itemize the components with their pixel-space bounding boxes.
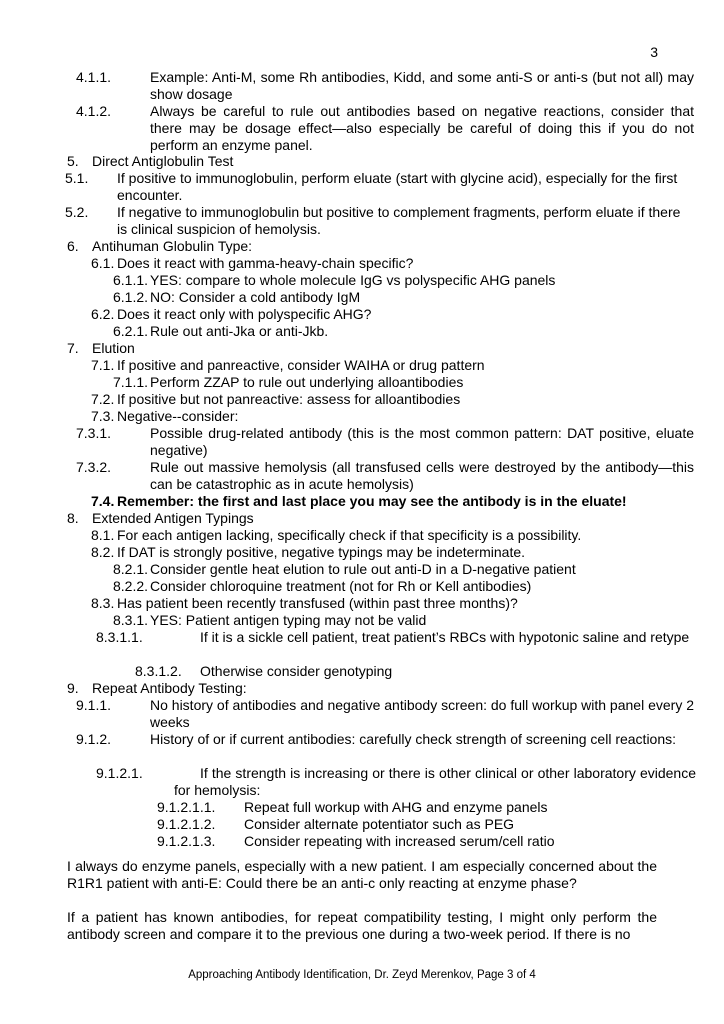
outline-number: 9. (67, 680, 79, 696)
outline-number: 6.1.1. (113, 272, 149, 288)
outline-text: If it is a sickle cell patient, treat patient’s RBCs with hypotonic saline and retype (200, 629, 690, 645)
outline-item (91, 544, 525, 561)
outline-text: Rule out massive hemolysis (all transfused cells were destroyed by the antibody—this can be catastrophic as in acute hemolysis) (150, 459, 694, 492)
outline-item (67, 510, 254, 527)
outline-number: 8.2. (91, 544, 115, 560)
page-footer: Approaching Antibody Identification, Dr. Zeyd Merenkov, Page 3 of 4 (188, 969, 536, 981)
outline-item (76, 731, 694, 748)
outline-item (67, 680, 247, 697)
outline-text: If positive but not panreactive: assess for alloantibodies (117, 391, 461, 407)
outline-text: Possible drug-related antibody (this is the most common pattern: DAT positive, eluate negative) (150, 425, 694, 458)
outline-item (76, 69, 694, 103)
outline-number: 9.1.2.1. (96, 765, 143, 781)
outline-text: Consider repeating with increased serum/cell ratio (244, 833, 555, 849)
outline-number: 7.3.1. (76, 425, 112, 441)
outline-item-emphasis (91, 493, 627, 510)
outline-item (113, 323, 328, 340)
outline-item (91, 255, 413, 272)
outline-item (157, 816, 514, 833)
outline-item (113, 578, 531, 595)
outline-number: 9.1.2.1.2. (157, 816, 216, 832)
outline-number: 7.2. (91, 391, 115, 407)
outline-text: Direct Antiglobulin Test (92, 153, 234, 169)
outline-number: 9.1.2.1.1. (157, 799, 216, 815)
outline-text: If the strength is increasing or there is other clinical or other laboratory evidence for hemolysis: (174, 765, 696, 798)
outline-number: 8.2.1. (113, 561, 149, 577)
body-paragraph: If a patient has known antibodies, for repeat compatibility testing, I might only perform the antibody screen and compare it to the previous one during a two-week period. If there is no (67, 909, 657, 942)
outline-text: YES: Patient antigen typing may not be valid (150, 612, 427, 628)
outline-number: 5. (67, 153, 79, 169)
outline-text: History of or if current antibodies: carefully check strength of screening cell reactions: (150, 731, 677, 747)
outline-item (96, 765, 696, 799)
outline-number: 6.1. (91, 255, 115, 271)
outline-text: Example: Anti-M, some Rh antibodies, Kidd, and some anti-S or anti-s (but not all) may show dosage (150, 69, 694, 102)
outline-item (91, 357, 485, 374)
outline-text: NO: Consider a cold antibody IgM (150, 289, 361, 305)
outline-item (91, 527, 581, 544)
outline-item (157, 799, 548, 816)
outline-item (96, 629, 696, 646)
outline-text: Repeat full workup with AHG and enzyme panels (244, 799, 548, 815)
body-paragraph: I always do enzyme panels, especially with a new patient. I am especially concerned about the R1R1 patient with anti-E: Could there be an anti-c only reacting at enzyme phase? (67, 858, 657, 891)
outline-text: YES: compare to whole molecule IgG vs polyspecific AHG panels (150, 272, 556, 288)
outline-item (113, 374, 463, 391)
outline-number: 4.1.1. (76, 69, 112, 85)
outline-item (91, 306, 371, 323)
outline-number: 4.1.2. (76, 103, 112, 119)
outline-number: 8.1. (91, 527, 115, 543)
outline-number: 6. (67, 238, 79, 254)
outline-number: 8.2.2. (113, 578, 149, 594)
outline-number: 9.1.1. (76, 697, 112, 713)
outline-text: Extended Antigen Typings (92, 510, 254, 526)
outline-item (91, 595, 518, 612)
outline-number: 7.1.1. (113, 374, 149, 390)
outline-number: 7.1. (91, 357, 115, 373)
outline-number: 6.2.1. (113, 323, 149, 339)
outline-number: 6.2. (91, 306, 115, 322)
outline-text: Consider chloroquine treatment (not for Rh or Kell antibodies) (150, 578, 532, 594)
outline-item (113, 561, 576, 578)
outline-text: Consider alternate potentiator such as PEG (244, 816, 515, 832)
outline-text: Otherwise consider genotyping (200, 663, 393, 679)
outline-text: Remember: the first and last place you may see the antibody is in the eluate! (117, 493, 627, 509)
outline-text: Negative--consider: (117, 408, 239, 424)
outline-text: If positive to immunoglobulin, perform eluate (start with glycine acid), especially for the first encounter. (117, 170, 678, 203)
outline-item (113, 272, 555, 289)
outline-text: Does it react only with polyspecific AHG? (117, 306, 372, 322)
outline-item (76, 697, 694, 731)
outline-text: Rule out anti-Jka or anti-Jkb. (150, 323, 329, 339)
page-number: 3 (650, 44, 658, 60)
outline-number: 7. (67, 340, 79, 356)
outline-number: 8.3.1.1. (96, 629, 143, 645)
outline-number: 8.3.1. (113, 612, 149, 628)
outline-text: Repeat Antibody Testing: (92, 680, 247, 696)
outline-text: Elution (92, 340, 135, 356)
outline-item (135, 663, 392, 680)
outline-text: For each antigen lacking, specifically check if that specificity is a possibility. (117, 527, 582, 543)
outline-number: 9.1.2.1.3. (157, 833, 216, 849)
outline-number: 7.3. (91, 408, 115, 424)
outline-number: 9.1.2. (76, 731, 112, 747)
outline-number: 5.2. (65, 204, 89, 220)
outline-text: Always be careful to rule out antibodies based on negative reactions, consider that there may be dosage effect—also especially be careful of doing this if you do not perform an enzyme panel. (150, 103, 694, 153)
outline-number: 8.3.1.2. (135, 663, 182, 679)
outline-number: 5.1. (65, 170, 89, 186)
outline-item (65, 170, 683, 204)
outline-item (76, 103, 694, 154)
outline-item (91, 391, 460, 408)
outline-text: Antihuman Globulin Type: (92, 238, 253, 254)
outline-number: 8.3. (91, 595, 115, 611)
outline-item (67, 153, 233, 170)
outline-text: If negative to immunoglobulin but positive to complement fragments, perform eluate if there is clinical suspicion of hemolysis. (117, 204, 681, 237)
outline-item (76, 459, 694, 493)
outline-text: Perform ZZAP to rule out underlying alloantibodies (150, 374, 464, 390)
outline-item (113, 289, 360, 306)
outline-item (65, 204, 683, 238)
outline-number: 7.3.2. (76, 459, 112, 475)
outline-item (157, 833, 554, 850)
outline-text: Consider gentle heat elution to rule out anti-D in a D-negative patient (150, 561, 576, 577)
outline-item (67, 340, 135, 357)
outline-text: If positive and panreactive, consider WAIHA or drug pattern (117, 357, 485, 373)
outline-text: Does it react with gamma-heavy-chain specific? (117, 255, 414, 271)
outline-item (113, 612, 426, 629)
outline-item (91, 408, 238, 425)
outline-text: If DAT is strongly positive, negative typings may be indeterminate. (117, 544, 526, 560)
outline-number: 8. (67, 510, 79, 526)
outline-text: No history of antibodies and negative antibody screen: do full workup with panel every 2 weeks (150, 697, 694, 730)
outline-item (67, 238, 252, 255)
outline-number: 7.4. (91, 493, 115, 509)
outline-number: 6.1.2. (113, 289, 149, 305)
outline-item (76, 425, 694, 459)
outline-text: Has patient been recently transfused (within past three months)? (117, 595, 518, 611)
